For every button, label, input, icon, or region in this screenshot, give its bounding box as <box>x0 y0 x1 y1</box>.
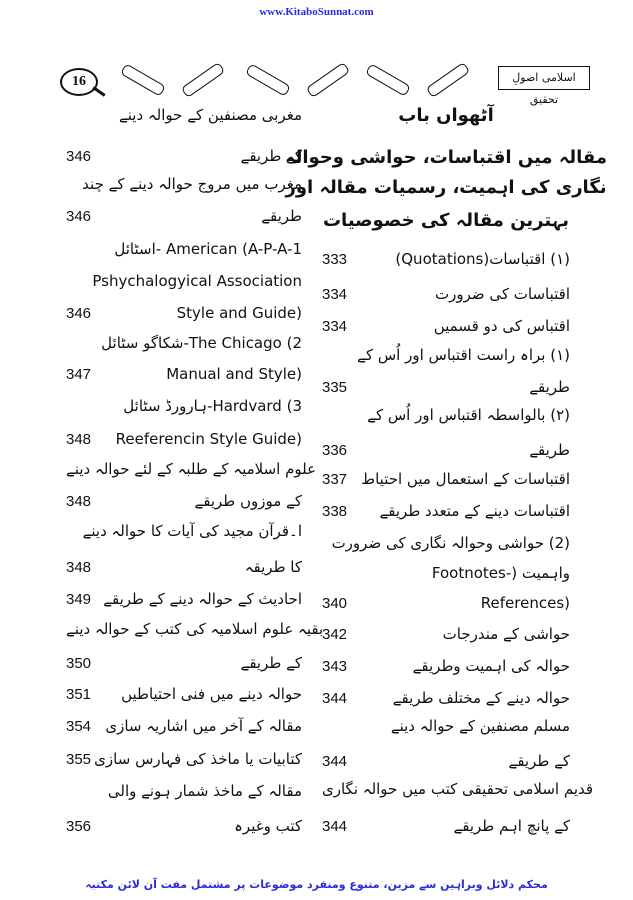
toc-page-number: 349 <box>66 590 92 608</box>
toc-entry-title: واہمیت (-Footnotes <box>431 564 570 582</box>
toc-entry <box>66 454 317 484</box>
toc-page-number: 335 <box>322 378 348 396</box>
toc-entry <box>322 100 570 130</box>
toc-entry-title: حوالہ کی اہمیت وطریقے <box>412 657 570 675</box>
toc-entry-title: The Chicago (2-شکاگو سٹائل <box>101 334 302 352</box>
toc-entry-title: حوالہ دینے میں فنی احتیاطیں <box>121 685 302 703</box>
toc-entry <box>66 648 302 678</box>
toc-entry-title: کے پانچ اہم طریقے <box>453 817 570 835</box>
book-title: اسلامی اصولِ تحقیق <box>498 66 590 90</box>
toc-entry <box>66 679 302 709</box>
toc-entry-title: کے طریقے <box>240 147 302 165</box>
toc-entry-title: طریقے <box>261 207 302 225</box>
toc-entry <box>66 424 302 454</box>
toc-page-number: 346 <box>66 304 92 322</box>
toc-entry-title: مغربی مصنفین کے حوالہ دینے <box>118 106 302 124</box>
toc-entry <box>66 141 302 171</box>
toc-entry <box>66 391 302 421</box>
toc-entry-title: (۲) بالواسطہ اقتباس اور اُس کے <box>367 406 570 424</box>
toc-entry-title: اقتباسات کی ضرورت <box>434 285 570 303</box>
toc-entry <box>322 683 570 713</box>
toc-entry-title: اقتباسات کے استعمال میں احتیاط <box>361 470 570 488</box>
toc-entry-title: قدیم اسلامی تحقیقی کتب میں حوالہ نگاری <box>322 780 594 798</box>
toc-entry <box>66 552 302 582</box>
toc-entry <box>322 279 570 309</box>
toc-entry <box>66 328 302 358</box>
toc-entry <box>322 372 570 402</box>
page-number: 16 <box>60 68 98 96</box>
page-header <box>40 62 600 106</box>
toc-entry-title: طریقے <box>529 441 570 459</box>
toc-entry-title: Pshychalogyical Association <box>92 272 302 290</box>
toc-entry-title: حوالہ دینے کے مختلف طریقے <box>392 689 570 707</box>
toc-entry <box>322 774 594 804</box>
toc-page-number: 336 <box>322 441 348 459</box>
toc-entry-title: کتب وغیرہ <box>234 817 302 835</box>
toc-entry-title: (Style and Guide <box>176 304 302 322</box>
toc-page-number: 344 <box>322 752 348 770</box>
toc-entry <box>322 588 570 618</box>
toc-entry-title: American (A-P-A-1 -اسٹائل <box>114 240 302 258</box>
toc-entry-title: اقتباسات دینے کے متعدد طریقے <box>379 502 570 520</box>
toc-entry-title: بقیہ علوم اسلامیہ کی کتب کے حوالہ دینے <box>66 620 324 638</box>
toc-entry-title: کے طریقے <box>508 752 570 770</box>
toc-entry-title: اقتباس کی دو قسمیں <box>433 317 570 335</box>
toc-page-number: 351 <box>66 685 92 703</box>
toc-entry-title: ا۔قرآن مجید کی آیات کا حوالہ دینے <box>82 522 302 540</box>
toc-entry-title: مغرب میں مروج حوالہ دینے کے چند <box>82 175 302 193</box>
toc-page-number: 337 <box>322 470 348 488</box>
magnifier-icon <box>92 86 105 96</box>
toc-entry <box>66 811 302 841</box>
toc-entry <box>66 201 302 231</box>
toc-entry-title: مقالہ کے ماخذ شمار ہونے والی <box>107 782 302 800</box>
toc-entry-title: Hardvard (3-ہارورڈ سٹائل <box>123 397 302 415</box>
toc-page-number: 344 <box>322 817 348 835</box>
toc-entry <box>322 811 570 841</box>
pen-icon <box>306 62 351 98</box>
toc-entry <box>322 311 570 341</box>
chapter-heading: آٹھواں باب <box>398 104 494 126</box>
toc-entry <box>66 486 302 516</box>
pen-icon <box>245 63 291 96</box>
pen-icon <box>365 63 411 96</box>
toc-entry <box>322 205 570 235</box>
pen-icon <box>120 63 166 96</box>
toc-entry-title: علوم اسلامیہ کے طلبہ کے لئے حوالہ دینے <box>66 460 317 478</box>
toc-entry <box>322 435 570 465</box>
toc-entry <box>322 244 570 274</box>
toc-page-number: 342 <box>322 625 348 643</box>
toc-entry-title: کتابیات یا ماخذ کی فہارس سازی <box>94 750 302 768</box>
toc-page-number: 348 <box>66 492 92 510</box>
toc-entry <box>322 746 570 776</box>
toc-entry <box>66 744 302 774</box>
toc-entry <box>66 298 302 328</box>
toc-entry <box>66 169 302 199</box>
toc-entry-title: (Manual and Style <box>166 365 302 383</box>
toc-page-number: 346 <box>66 207 92 225</box>
toc-entry <box>66 516 302 546</box>
toc-entry-title: (۱) اقتباسات(Quotations) <box>395 250 570 268</box>
toc-entry-title: کے موزوں طریقے <box>194 492 302 510</box>
toc-entry-title: (2) حواشی وحوالہ نگاری کی ضرورت <box>331 534 570 552</box>
chapter-heading: بہترین مقالہ کی خصوصیات <box>322 209 570 231</box>
toc-entry <box>285 172 607 202</box>
site-url: www.KitaboSunnat.com <box>259 6 374 18</box>
toc-entry <box>66 614 324 644</box>
toc-entry-title: کا طریقہ <box>244 558 302 576</box>
toc-entry-title: مقالہ کے آخر میں اشاریہ سازی <box>105 717 302 735</box>
toc-entry-title: طریقے <box>529 378 570 396</box>
toc-page-number: 356 <box>66 817 92 835</box>
toc-entry-title: (۱) براہ راست اقتباس اور اُس کے <box>357 346 570 364</box>
toc-entry <box>66 234 302 264</box>
toc-entry-title: احادیث کے حوالہ دینے کے طریقے <box>103 590 302 608</box>
toc-entry <box>322 619 570 649</box>
toc-entry <box>66 266 302 296</box>
toc-page-number: 347 <box>66 365 92 383</box>
toc-entry-title: (References <box>480 594 570 612</box>
pen-icon <box>181 62 226 98</box>
toc-entry <box>66 100 302 130</box>
toc-entry <box>285 142 607 172</box>
toc-page-number: 334 <box>322 285 348 303</box>
toc-page-number: 346 <box>66 147 92 165</box>
toc-page-number: 338 <box>322 502 348 520</box>
toc-page-number: 348 <box>66 558 92 576</box>
toc-entry-title: (Reeferencin Style Guide <box>115 430 302 448</box>
toc-entry <box>322 528 570 558</box>
toc-entry <box>66 776 302 806</box>
toc-page-number: 334 <box>322 317 348 335</box>
toc-entry <box>322 651 570 681</box>
toc-entry <box>322 558 570 588</box>
toc-page-number: 348 <box>66 430 92 448</box>
toc-entry-title: کے طریقے <box>240 654 302 672</box>
toc-entry <box>322 496 570 526</box>
toc-entry <box>322 711 570 741</box>
chapter-heading: نگاری کی اہمیت، رسمیات مقالہ اور <box>285 176 607 198</box>
toc-page-number: 355 <box>66 750 92 768</box>
toc-page-number: 344 <box>322 689 348 707</box>
chapter-heading: مقالہ میں اقتباسات، حواشی وحوالہ <box>285 146 607 168</box>
toc-entry <box>322 340 570 370</box>
toc-entry <box>66 711 302 741</box>
toc-entry <box>66 584 302 614</box>
toc-page-number: 350 <box>66 654 92 672</box>
pen-icon <box>426 62 471 98</box>
toc-page-number: 333 <box>322 250 348 268</box>
toc-page-number: 343 <box>322 657 348 675</box>
toc-page-number: 340 <box>322 594 348 612</box>
toc-entry <box>322 464 570 494</box>
toc-entry-title: حواشی کے مندرجات <box>442 625 570 643</box>
toc-page-number: 354 <box>66 717 92 735</box>
toc-entry-title: مسلم مصنفین کے حوالہ دینے <box>390 717 570 735</box>
toc-entry <box>66 359 302 389</box>
toc-entry <box>322 400 570 430</box>
footer-tagline: محکم دلائل وبراہین سے مزین، متنوع ومنفرد موضوعات پر مشتمل مفت آن لائن مکتبہ <box>85 878 548 891</box>
